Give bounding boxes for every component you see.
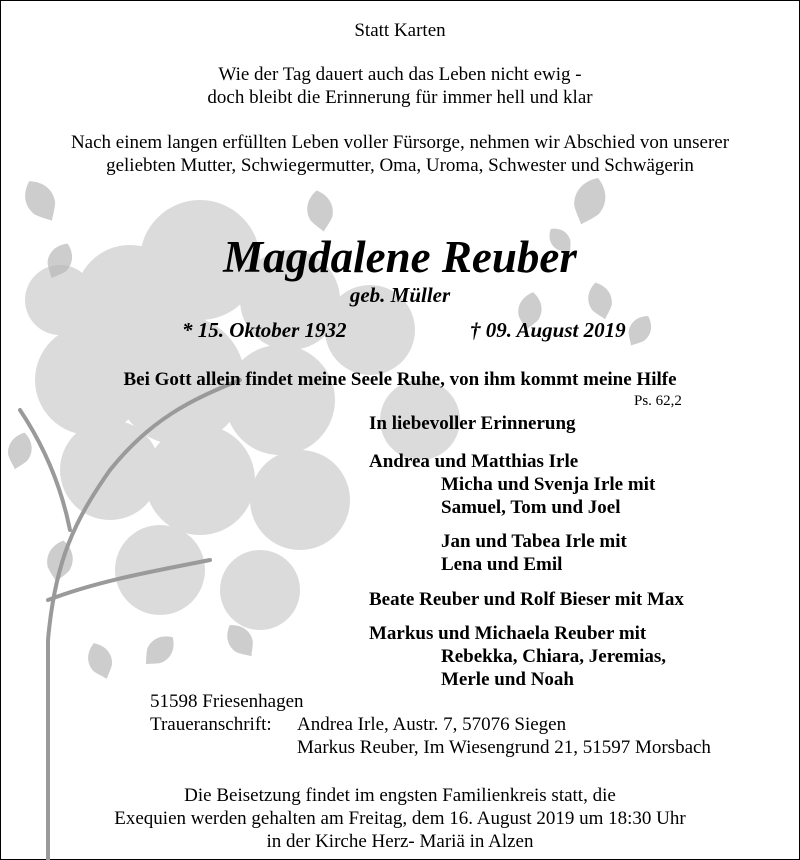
intro-line: geliebten Mutter, Schwiegermutter, Oma, Uroma, Schwester und Schwägerin xyxy=(106,155,694,176)
family-line: Andrea und Matthias Irle xyxy=(369,451,579,472)
bible-reference: Ps. 62,2 xyxy=(634,393,682,409)
address-label: Traueranschrift: xyxy=(150,714,272,735)
address-city: 51598 Friesenhagen xyxy=(150,691,304,712)
header-text: Statt Karten xyxy=(354,20,446,41)
address-line: Andrea Irle, Austr. 7, 57076 Siegen xyxy=(297,714,567,735)
intro-line: Nach einem langen erfüllten Leben voller Fürsorge, nehmen wir Abschied von unserer xyxy=(70,132,730,153)
bible-verse: Bei Gott allein findet meine Seele Ruhe, von ihm kommt meine Hilfe xyxy=(123,369,677,390)
poem-line: Wie der Tag dauert auch das Leben nicht ewig - xyxy=(218,64,582,85)
funeral-line: Die Beisetzung findet im engsten Familienkreis statt, die xyxy=(184,785,616,806)
family-line: Samuel, Tom und Joel xyxy=(441,497,621,518)
poem-line: doch bleibt die Erinnerung für immer hell und klar xyxy=(207,87,593,108)
family-line: Merle und Noah xyxy=(441,669,574,690)
family-line: Markus und Michaela Reuber mit xyxy=(369,623,647,644)
address-line: Markus Reuber, Im Wiesengrund 21, 51597 Morsbach xyxy=(297,737,711,758)
birth-date: * 15. Oktober 1932 xyxy=(182,318,347,342)
family-line: Beate Reuber und Rolf Bieser mit Max xyxy=(369,589,684,610)
family-heading: In liebevoller Erinnerung xyxy=(369,413,576,434)
family-line: Jan und Tabea Irle mit xyxy=(441,531,627,552)
death-date: † 09. August 2019 xyxy=(470,318,626,342)
deceased-name: Magdalene Reuber xyxy=(223,232,577,282)
maiden-name: geb. Müller xyxy=(349,283,451,307)
family-line: Micha und Svenja Irle mit xyxy=(441,474,656,495)
funeral-line: in der Kirche Herz- Mariä in Alzen xyxy=(266,831,534,852)
funeral-line: Exequien werden gehalten am Freitag, dem 16. August 2019 um 18:30 Uhr xyxy=(114,808,686,829)
family-line: Rebekka, Chiara, Jeremias, xyxy=(441,646,666,667)
family-line: Lena und Emil xyxy=(441,554,563,575)
